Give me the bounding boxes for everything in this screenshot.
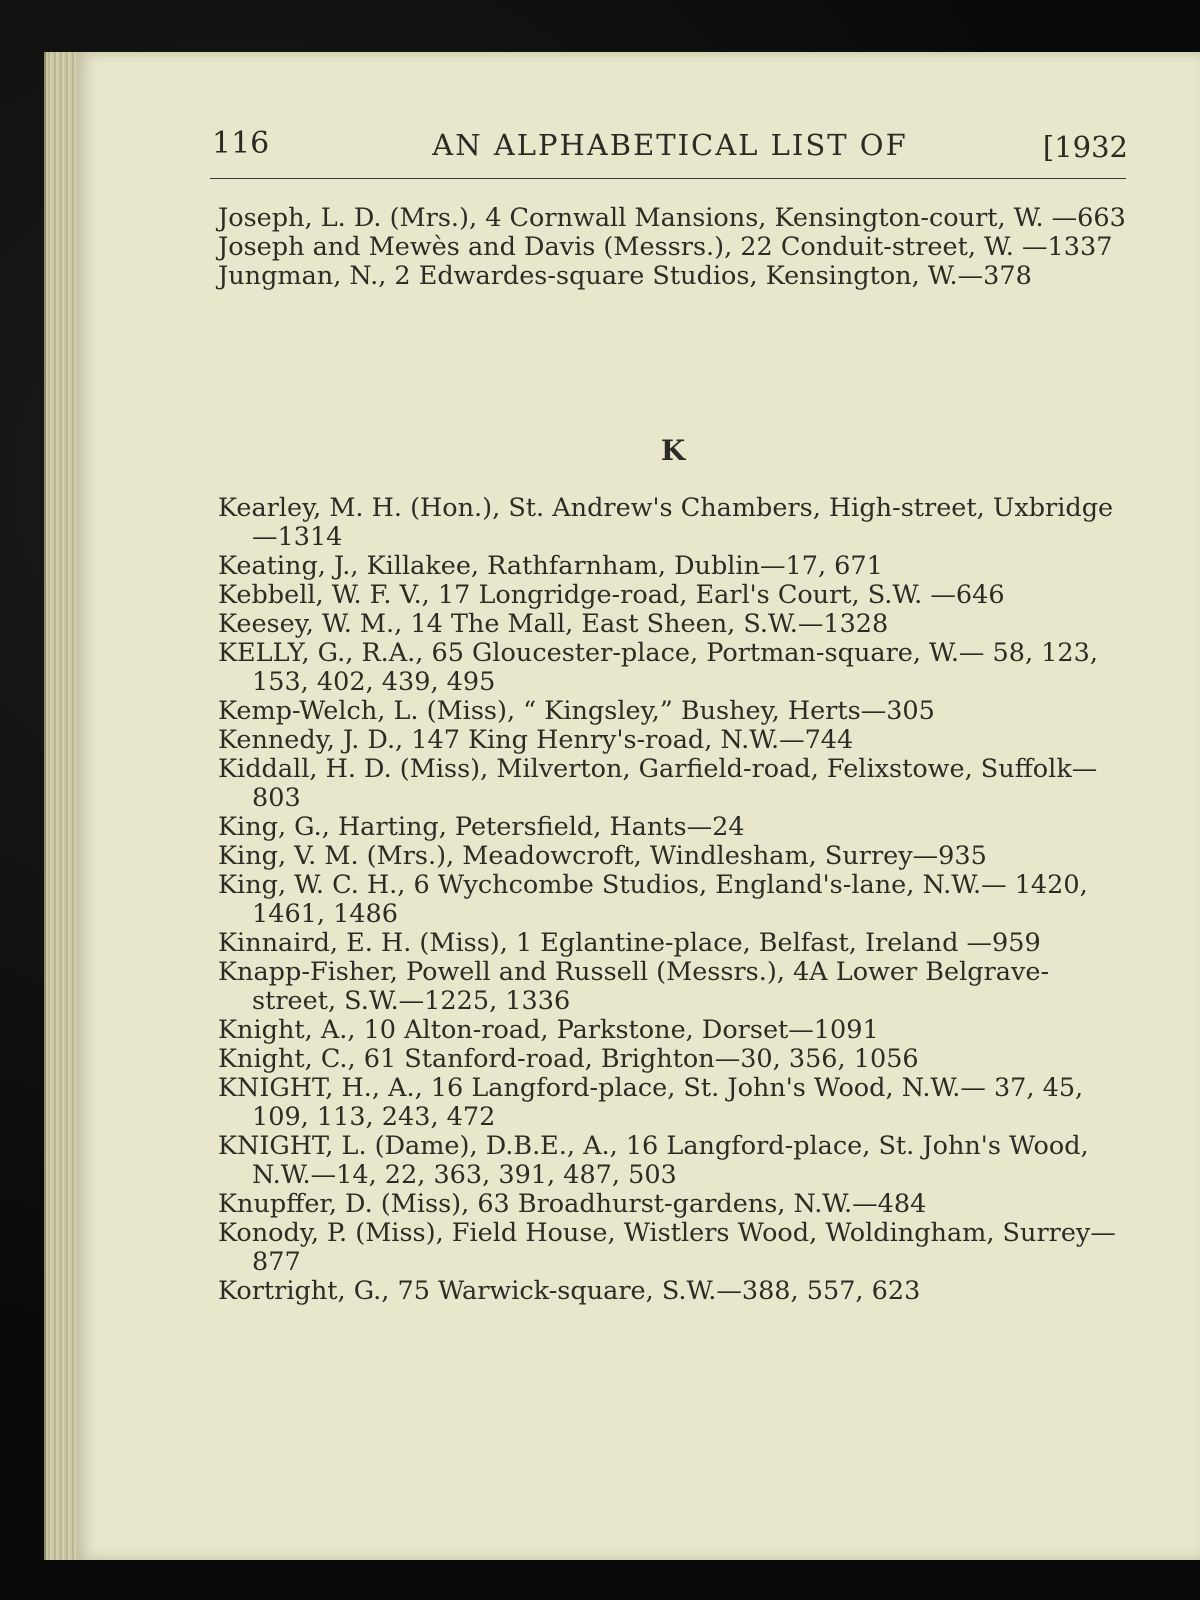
running-title: AN ALPHABETICAL LIST OF (432, 128, 908, 162)
list-entry: KNIGHT, H., A., 16 Langford-place, St. John's Wood, N.W.— 37, 45, 109, 113, 243, 472 (218, 1073, 1084, 1132)
list-entry: Kemp-Welch, L. (Miss), “ Kingsley,” Bushey, Herts—305 (218, 696, 935, 726)
list-entry: KELLY, G., R.A., 65 Gloucester-place, Portman-square, W.— 58, 123, 153, 402, 439, 495 (218, 638, 1098, 697)
list-entry: Kennedy, J. D., 147 King Henry's-road, N.W.—744 (218, 725, 854, 755)
list-entry: Kebbell, W. F. V., 17 Longridge-road, Earl's Court, S.W. —646 (218, 580, 1005, 610)
list-entry: Keating, J., Killakee, Rathfarnham, Dublin—17, 671 (218, 551, 883, 581)
list-entry: King, W. C. H., 6 Wychcombe Studios, England's-lane, N.W.— 1420, 1461, 1486 (218, 870, 1088, 929)
list-entry: Joseph, L. D. (Mrs.), 4 Cornwall Mansions, Kensington-court, W. —663 (218, 203, 1126, 233)
list-entry: Kortright, G., 75 Warwick-square, S.W.—388, 557, 623 (218, 1276, 921, 1306)
running-header (212, 124, 1128, 170)
list-entry: Knight, A., 10 Alton-road, Parkstone, Dorset—1091 (218, 1015, 879, 1045)
entries-j-list (218, 204, 1128, 291)
section-letter-heading: K (660, 434, 686, 467)
list-entry: KNIGHT, L. (Dame), D.B.E., A., 16 Langford-place, St. John's Wood, N.W.—14, 22, 363, 391, 487, 503 (218, 1131, 1089, 1190)
list-entry: King, V. M. (Mrs.), Meadowcroft, Windlesham, Surrey—935 (218, 841, 987, 871)
list-entry: Konody, P. (Miss), Field House, Wistlers Wood, Woldingham, Surrey—877 (218, 1218, 1116, 1277)
page-number: 116 (212, 126, 270, 161)
list-entry: Joseph and Mewès and Davis (Messrs.), 22 Conduit-street, W. —1337 (218, 232, 1113, 262)
list-entry: Keesey, W. M., 14 The Mall, East Sheen, S.W.—1328 (218, 609, 889, 639)
list-entry: Jungman, N., 2 Edwardes-square Studios, Kensington, W.—378 (218, 261, 1032, 291)
header-year: [1932 (1042, 130, 1128, 164)
list-entry: Knight, C., 61 Stanford-road, Brighton—30, 356, 1056 (218, 1044, 919, 1074)
list-entry: Kinnaird, E. H. (Miss), 1 Eglantine-place, Belfast, Ireland —959 (218, 928, 1041, 958)
header-rule (210, 178, 1126, 179)
list-entry: Kearley, M. H. (Hon.), St. Andrew's Chambers, High-street, Uxbridge—1314 (218, 493, 1114, 552)
list-entry: Knupffer, D. (Miss), 63 Broadhurst-gardens, N.W.—484 (218, 1189, 927, 1219)
list-entry: Knapp-Fisher, Powell and Russell (Messrs.), 4A Lower Belgrave-street, S.W.—1225, 1336 (218, 957, 1050, 1016)
list-entry: King, G., Harting, Petersfield, Hants—24 (218, 812, 745, 842)
list-entry: Kiddall, H. D. (Miss), Milverton, Garfield-road, Felixstowe, Suffolk—803 (218, 754, 1098, 813)
entries-k-list (218, 494, 1128, 1306)
